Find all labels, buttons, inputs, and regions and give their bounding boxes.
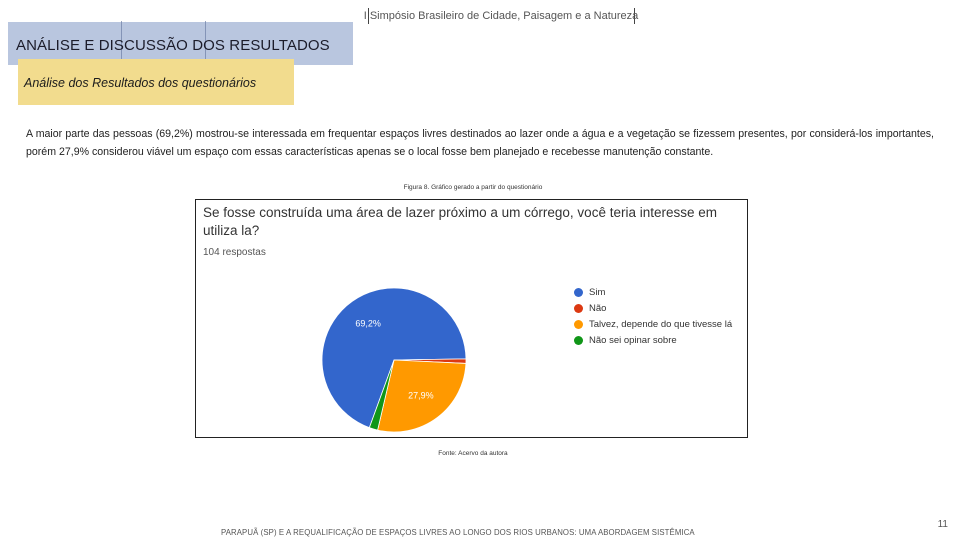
legend-item [574, 332, 744, 348]
chart-legend [574, 284, 744, 348]
section-title: ANÁLISE E DISCUSSÃO DOS RESULTADOS [16, 37, 330, 54]
legend-swatch [574, 336, 583, 345]
legend-label: Talvez, depende do que tivesse lá [589, 318, 733, 330]
page-number: 11 [937, 519, 948, 530]
legend-item [574, 300, 744, 316]
subsection-title: Análise dos Resultados dos questionários [24, 76, 257, 90]
figure-source: Fonte: Acervo da autora [438, 450, 508, 457]
pie-data-label: 27,9% [408, 390, 434, 401]
legend-swatch [574, 288, 583, 297]
pie-chart-panel [195, 199, 748, 438]
pie-data-label: 69,2% [355, 318, 381, 329]
header-title: I Simpósio Brasileiro de Cidade, Paisagem e a Natureza [363, 10, 639, 22]
figure-caption: Figura 8. Gráfico gerado a partir do questionário [403, 184, 543, 191]
chart-question: Se fosse construída uma área de lazer próximo a um córrego, você teria interesse em utiliza la? [203, 205, 717, 238]
response-count: 104 respostas [203, 247, 266, 258]
legend-item [574, 284, 744, 300]
legend-label: Sim [589, 286, 606, 298]
subsection-banner [18, 59, 294, 105]
legend-item [574, 316, 744, 332]
legend-swatch [574, 320, 583, 329]
body-paragraph: A maior parte das pessoas (69,2%) mostrou-se interessada em frequentar espaços livres destinados ao lazer onde a água e a vegetação se fizessem presentes, por considerá-los importantes, porém 27,9% considerou viável um espaço com essas características apenas se o local fosse bem planejado e recebesse manutenção constante. [26, 128, 934, 158]
footer-text: PARAPUÃ (SP) E A REQUALIFICAÇÃO DE ESPAÇOS LIVRES AO LONGO DOS RIOS URBANOS: UMA ABORDAGEM SISTÊMICA [221, 528, 695, 537]
legend-label: Não [589, 302, 607, 314]
legend-label: Não sei opinar sobre [589, 334, 677, 346]
legend-swatch [574, 304, 583, 313]
